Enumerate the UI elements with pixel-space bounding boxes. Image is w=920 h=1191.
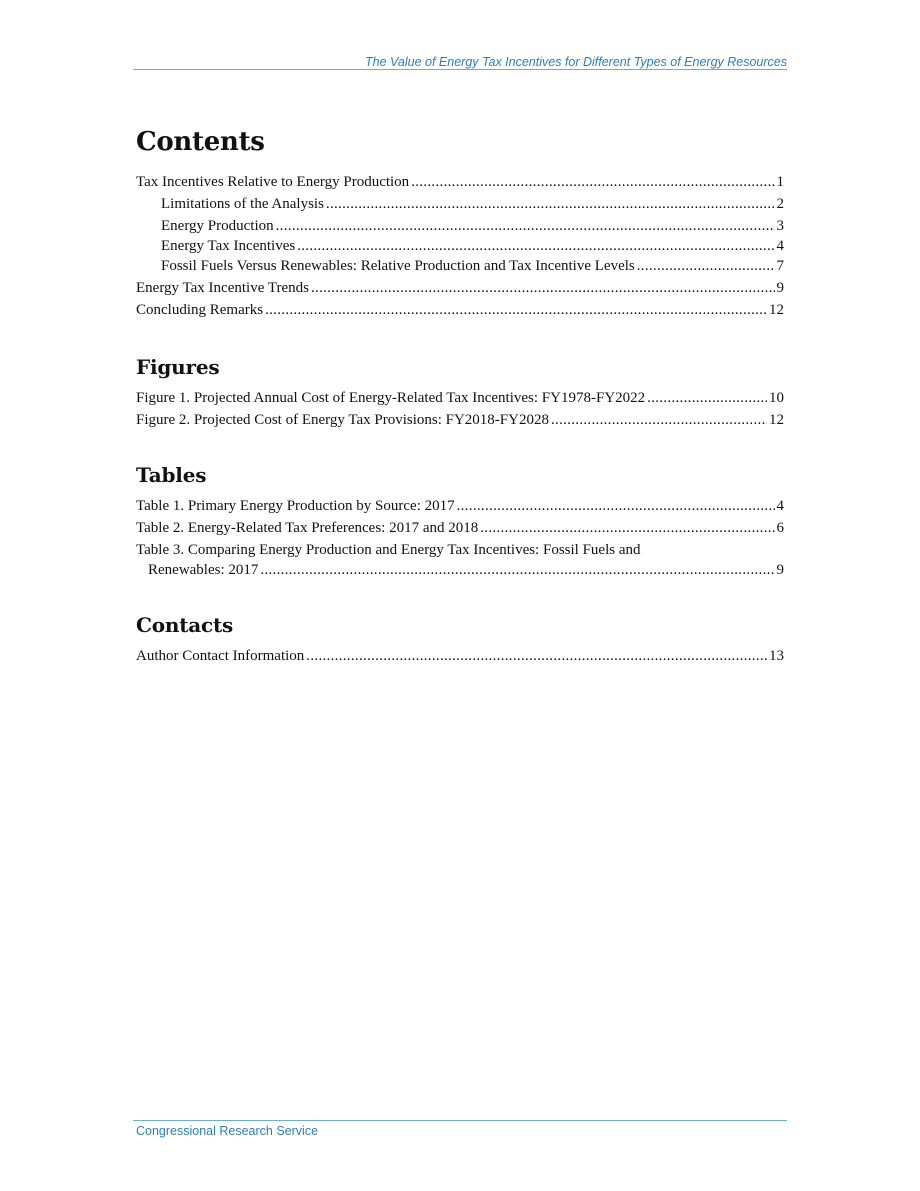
toc-entry-page: 2 (776, 196, 784, 212)
toc-entry-page: 10 (769, 390, 784, 406)
footer-rule (133, 1120, 787, 1121)
toc-entry-title: Energy Tax Incentive Trends (136, 280, 309, 296)
toc-entry[interactable] (136, 236, 784, 256)
dot-leader (276, 216, 775, 236)
tables-heading: Tables (136, 463, 207, 487)
toc-entry-page: 12 (769, 412, 784, 428)
dot-leader (260, 560, 774, 580)
toc-entry-title: Figure 2. Projected Cost of Energy Tax Provisions: FY2018-FY2028 (136, 412, 549, 428)
toc-entry-page: 9 (776, 280, 784, 296)
toc-entry-page: 13 (769, 648, 784, 664)
toc-entry[interactable] (136, 518, 784, 538)
toc-entry[interactable] (136, 194, 784, 214)
toc-entry-title: Energy Production (161, 218, 274, 234)
toc-entry-page: 12 (769, 302, 784, 318)
tables-list (136, 496, 784, 580)
toc-entry[interactable] (136, 300, 784, 320)
dot-leader (311, 278, 775, 298)
toc-entry-page: 9 (776, 562, 784, 578)
contents-section (136, 126, 784, 320)
dot-leader (647, 388, 767, 408)
dot-leader (306, 646, 767, 666)
toc-entry-page: 6 (776, 520, 784, 536)
toc-entry-continuation (136, 560, 784, 580)
toc-entry-title-line2: Renewables: 2017 (148, 562, 259, 578)
table-of-contents (136, 126, 784, 668)
figures-section (136, 354, 784, 430)
toc-entry-title: Figure 1. Projected Annual Cost of Energy-Related Tax Incentives: FY1978-FY2022 (136, 390, 646, 406)
toc-entry-title: Energy Tax Incentives (161, 238, 296, 254)
toc-entry-title: Table 2. Energy-Related Tax Preferences: 2017 and 2018 (136, 520, 479, 536)
toc-entry[interactable] (136, 216, 784, 236)
toc-entry-page: 1 (776, 174, 784, 190)
header-rule (133, 69, 787, 70)
toc-entry-page: 7 (776, 258, 784, 274)
running-footer: Congressional Research Service (136, 1124, 319, 1138)
dot-leader (551, 410, 767, 430)
dot-leader (637, 256, 775, 276)
toc-entry-page: 4 (776, 238, 784, 254)
toc-entry-title: Table 1. Primary Energy Production by Source: 2017 (136, 498, 455, 514)
toc-entry[interactable] (136, 278, 784, 298)
toc-entry-title: Fossil Fuels Versus Renewables: Relative Production and Tax Incentive Levels (161, 258, 635, 274)
toc-entry-title: Limitations of the Analysis (161, 196, 324, 212)
contacts-section (136, 612, 784, 666)
toc-entry[interactable] (136, 646, 784, 666)
toc-entry-page: 4 (776, 498, 784, 514)
contents-heading: Contents (136, 127, 265, 157)
dot-leader (326, 194, 775, 214)
dot-leader (265, 300, 767, 320)
toc-entry[interactable] (136, 540, 784, 580)
figures-heading: Figures (136, 355, 220, 379)
toc-entry[interactable] (136, 256, 784, 276)
toc-entry-title: Author Contact Information (136, 648, 305, 664)
dot-leader (297, 236, 774, 256)
contents-list (136, 172, 784, 320)
contacts-list (136, 646, 784, 666)
toc-entry-title: Concluding Remarks (136, 302, 264, 318)
dot-leader (457, 496, 775, 516)
toc-entry[interactable] (136, 410, 784, 430)
dot-leader (411, 172, 774, 192)
toc-entry[interactable] (136, 496, 784, 516)
contacts-heading: Contacts (136, 613, 234, 637)
toc-entry-page: 3 (776, 218, 784, 234)
toc-entry-title: Tax Incentives Relative to Energy Production (136, 174, 410, 190)
dot-leader (480, 518, 774, 538)
running-header: The Value of Energy Tax Incentives for Different Types of Energy Resources (365, 55, 787, 69)
toc-entry[interactable] (136, 388, 784, 408)
tables-section (136, 462, 784, 580)
toc-entry[interactable] (136, 172, 784, 192)
toc-entry-title-line1: Table 3. Comparing Energy Production and Energy Tax Incentives: Fossil Fuels and (136, 542, 641, 558)
figures-list (136, 388, 784, 430)
